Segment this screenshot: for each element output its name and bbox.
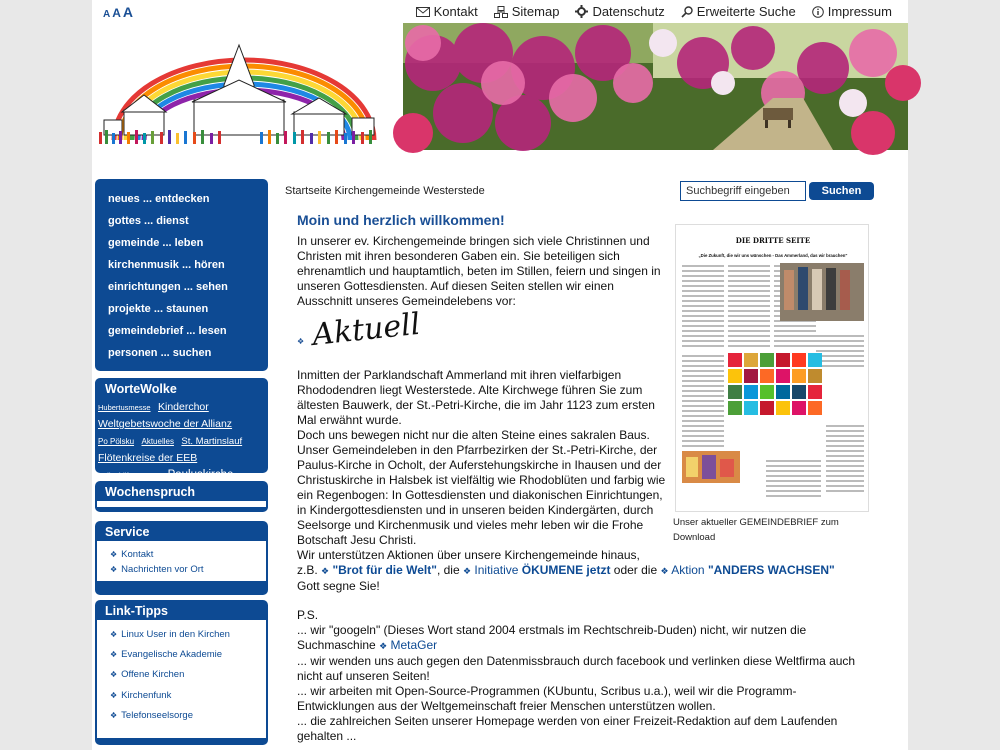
service-title: Service <box>105 525 150 539</box>
gemeindebrief-thumbnail[interactable] <box>675 224 869 512</box>
ps-section <box>297 608 867 744</box>
link-tipps-list <box>97 620 266 738</box>
description-paragraph <box>297 368 667 548</box>
breadcrumb: Startseite Kirchengemeinde Westerstede <box>285 185 485 197</box>
support-paragraph <box>297 548 867 594</box>
gear-icon <box>575 5 588 18</box>
ps-text: ... wir wenden uns auch gegen den Datenmissbrauch durch facebook und verlinken diese Weltfirma auch nicht auf unseren Seiten! <box>297 654 856 683</box>
search-input[interactable] <box>680 181 806 201</box>
topnav-label: Impressum <box>827 4 892 19</box>
info-icon <box>812 6 824 18</box>
ps-text: ... wir "googeln" (Dieses Wort stand 2004 erstmals im Rechtschreib-Duden) nicht, wir nutzen die Suchmaschine <box>297 623 807 652</box>
service-link-label: Kontakt <box>121 549 154 560</box>
topnav-label: Erweiterte Suche <box>696 4 796 19</box>
service-link-kontakt[interactable] <box>97 547 266 562</box>
diamond-bullet-icon: ❖ <box>110 629 118 639</box>
header-photo-rhododendron-park <box>403 23 908 150</box>
nav-item-gottesdienst[interactable]: gottes ... dienst <box>108 215 189 227</box>
top-navigation <box>416 4 892 19</box>
nav-item-einrichtungen[interactable]: einrichtungen ... sehen <box>108 281 228 293</box>
support-text: oder die <box>613 563 658 577</box>
page <box>92 0 908 750</box>
topnav-datenschutz[interactable] <box>575 4 664 19</box>
nav-item-neues[interactable]: neues ... entdecken <box>108 193 210 205</box>
sitemap-icon <box>494 6 508 18</box>
wochenspruch-title: Wochenspruch <box>105 485 196 499</box>
aktuell-link[interactable] <box>297 306 423 353</box>
font-size-medium[interactable]: A <box>112 6 121 20</box>
link-tipp-akademie[interactable] <box>97 644 266 664</box>
service-link-nachrichten[interactable] <box>97 562 266 577</box>
link-tipps-box <box>95 600 268 745</box>
diamond-bullet-icon: ❖ <box>660 566 669 576</box>
diamond-bullet-icon: ❖ <box>110 650 118 660</box>
link-tipp-offene-kirchen[interactable] <box>97 665 266 685</box>
search-icon <box>681 6 693 18</box>
intro-paragraph: In unserer ev. Kirchengemeinde bringen sich viele Christinnen und Christen mit ihren besonderen Gaben ein. Sie beteiligen sich ehrenamtlich und hauptamtlich, beten im Stillen, feiern und singen in unseren Gottesdiensten. Auf diesen Seiten stellen wir einen Ausschnitt unseres Gemeindelebens vor: <box>297 234 661 308</box>
topnav-erweiterte-suche[interactable] <box>681 4 796 19</box>
tag-link[interactable]: Aktuelles <box>141 437 174 446</box>
search-button[interactable]: Suchen <box>809 182 874 200</box>
nav-item-gemeindebrief[interactable]: gemeindebrief ... lesen <box>108 325 227 337</box>
ps-text: ... wir arbeiten mit Open-Source-Programmen (KUbuntu, Scribus u.a.), weil wir die Programm-Entwicklungen aus der Weltgemeinschaft freier Menschen unterstützen wollen. <box>297 684 797 713</box>
diamond-bullet-icon: ❖ <box>110 550 118 559</box>
logo-rainbow-church[interactable] <box>94 40 384 150</box>
link-tipp-label: Telefonseelsorge <box>121 710 193 722</box>
topnav-impressum[interactable] <box>812 4 892 19</box>
support-text: Wir unterstützen Aktionen über unsere Kirchengemeinde hinaus, <box>297 548 640 562</box>
font-size-large[interactable]: A <box>122 4 134 20</box>
aktuell-handwritten-image <box>310 306 423 353</box>
wordcloud-box <box>95 378 268 481</box>
mail-icon <box>416 7 430 17</box>
tag-link[interactable]: Pauluskirche <box>167 469 234 481</box>
topnav-label: Sitemap <box>511 4 560 19</box>
support-text: z.B. <box>297 563 318 577</box>
service-link-label: Nachrichten vor Ort <box>121 564 204 575</box>
blessing-text: Gott segne Sie! <box>297 579 380 593</box>
tag-link[interactable]: Selbsthilfegruppen <box>98 471 161 480</box>
tag-link[interactable]: Weltgebetswoche der Allianz <box>98 418 233 430</box>
diamond-bullet-icon: ❖ <box>321 566 330 576</box>
link-tipp-kirchenfunk[interactable] <box>97 685 266 705</box>
topnav-sitemap[interactable] <box>494 4 560 19</box>
font-size-small[interactable]: A <box>103 9 111 20</box>
main-navigation <box>95 179 268 371</box>
ps-text: ... die zahlreichen Seiten unserer Homepage werden von einer Freizeit-Redaktion auf dem Laufenden gehalten ... <box>297 714 838 743</box>
diamond-bullet-icon: ❖ <box>379 641 388 651</box>
page-title: Moin und herzlich willkommen! <box>297 212 505 228</box>
wochenspruch-box <box>95 481 268 512</box>
tag-link[interactable]: St. Martinslauf <box>181 436 243 447</box>
link-tipp-label: Linux User in den Kirchen <box>121 628 230 640</box>
link-tipp-label: Offene Kirchen <box>121 669 185 681</box>
support-text: , die <box>436 563 460 577</box>
nav-item-gemeinde[interactable]: gemeinde ... leben <box>108 237 204 249</box>
diamond-bullet-icon: ❖ <box>110 565 118 574</box>
link-tipps-title: Link-Tipps <box>105 604 168 618</box>
gemeindebrief-page-image <box>676 225 870 513</box>
link-oekumene-jetzt[interactable]: Initiative ÖKUMENE jetzt <box>474 563 611 577</box>
diamond-bullet-icon: ❖ <box>110 711 118 721</box>
font-size-switcher <box>103 4 135 22</box>
link-tipp-telefonseelsorge[interactable] <box>97 706 266 726</box>
topnav-label: Kontakt <box>433 4 478 19</box>
diamond-bullet-icon: ❖ <box>297 337 305 346</box>
nav-item-projekte[interactable]: projekte ... staunen <box>108 303 209 315</box>
nav-item-kirchenmusik[interactable]: kirchenmusik ... hören <box>108 259 225 271</box>
nav-item-personen[interactable]: personen ... suchen <box>108 347 212 359</box>
diamond-bullet-icon: ❖ <box>110 670 118 680</box>
topnav-label: Datenschutz <box>592 4 665 19</box>
wochenspruch-content <box>97 501 266 507</box>
svg-text:„Die Zukunft, die wir uns wüns: „Die Zukunft, die wir uns wünschen - Das Ammerland, das wir brauchen" <box>698 253 848 258</box>
diamond-bullet-icon: ❖ <box>462 566 472 576</box>
link-anders-wachsen[interactable]: Aktion "ANDERS WACHSEN" <box>671 563 835 577</box>
tag-link[interactable]: Hubertusmesse <box>98 403 151 412</box>
svg-text:Aktuell: Aktuell <box>310 306 423 353</box>
link-tipp-label: Kirchenfunk <box>121 689 172 701</box>
svg-text:DIE DRITTE SEITE: DIE DRITTE SEITE <box>735 236 811 245</box>
service-box <box>95 521 268 595</box>
ps-label: P.S. <box>297 608 319 622</box>
topnav-kontakt[interactable] <box>416 4 478 19</box>
link-brot-fuer-die-welt[interactable]: "Brot für die Welt" <box>332 563 437 577</box>
diamond-bullet-icon: ❖ <box>110 690 118 700</box>
description-text-a: Inmitten der Parklandschaft Ammerland mit ihren vielfarbigen Rhododendren liegt Westerstede. Alte Kirchwege führen Sie zum ältesten Bauwerk, der St.-Petri-Kirche, die im Jahr 1123 zum ersten Mal erwähnt wurde. <box>297 368 655 427</box>
service-list <box>97 541 266 581</box>
tag-link[interactable]: Flötenkreise der EEB <box>98 452 198 464</box>
wordcloud-tags <box>95 398 268 483</box>
gemeindebrief-caption[interactable]: Unser aktueller GEMEINDEBRIEF zum Download <box>673 517 839 543</box>
link-tipp-label: Evangelische Akademie <box>121 649 223 661</box>
tag-link[interactable]: Po Pölsku <box>98 437 135 446</box>
description-text-b: Doch uns bewegen nicht nur die alten Steine eines sakralen Baus. Unser Gemeindeleben in den Pfarrbezirken der St.-Petri-Kirche, der Paulus-Kirche in Ocholt, der Auferstehungskirche in Ihausen und der Christuskirche in Halsbek ist vielfältig wie Rhodoblüten und farbig wie ein Regenbogen: In Gottesdiensten und diakonischen Einrichtungen, in Kindergottesdiensten und in unseren beiden Kindergärten, durch Seelsorge und Kirchenmusik und vieles mehr leben wir die Frohe Botschaft Jesu Christi. <box>297 428 666 547</box>
link-tipp-linux[interactable] <box>97 624 266 644</box>
link-metager[interactable]: MetaGer <box>390 638 438 652</box>
wordcloud-title: WorteWolke <box>105 382 177 396</box>
tag-link[interactable]: Kinderchor <box>157 401 209 413</box>
